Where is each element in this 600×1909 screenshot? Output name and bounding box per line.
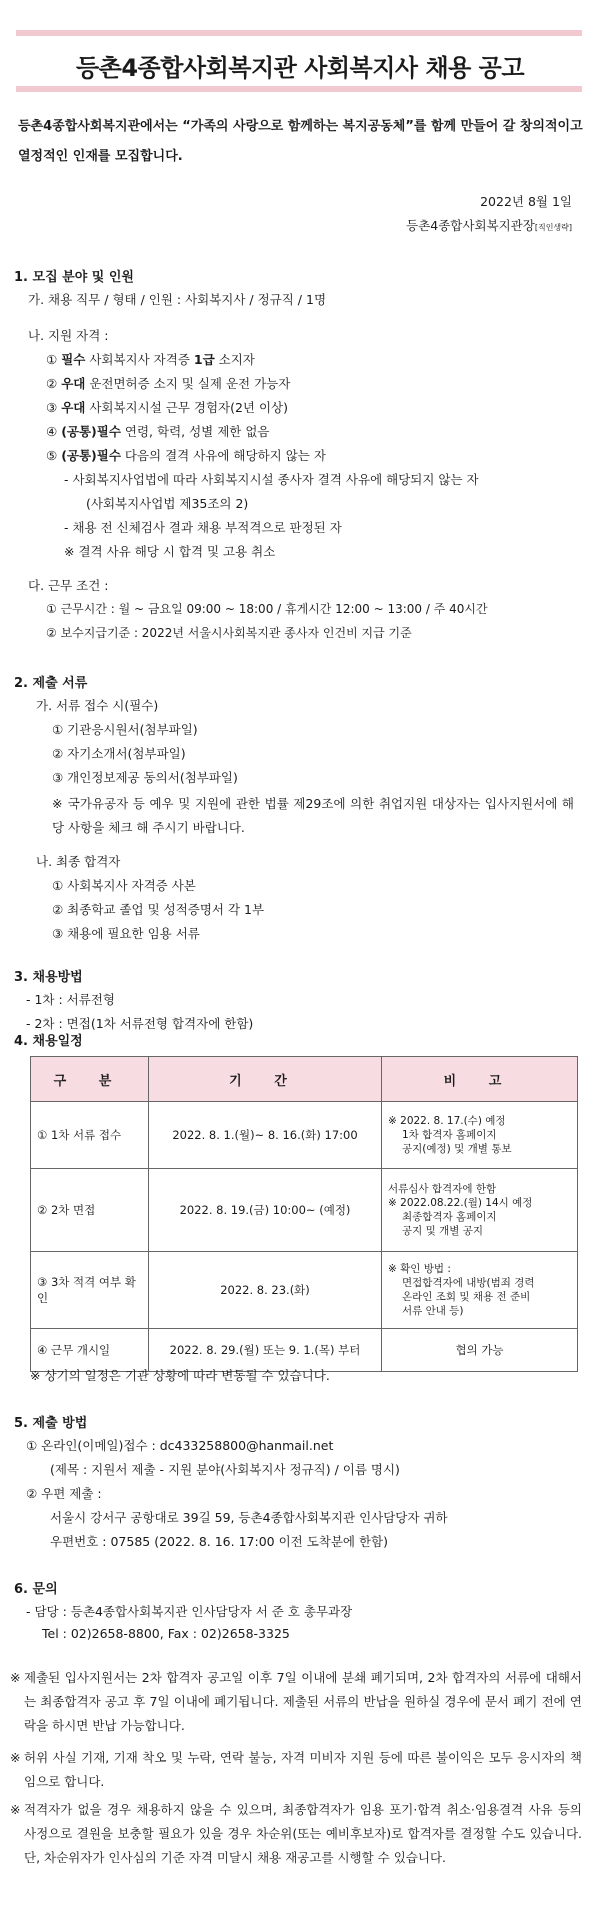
seal-note: [직인생략]: [534, 223, 572, 232]
s1-qual-1: ① 필수 사회복지사 자격증 1급 소지자: [46, 352, 255, 367]
schedule-header-row: [31, 1057, 578, 1102]
section-6-heading: 6. 문의: [14, 1582, 58, 1597]
s2-final-2: ② 최종학교 졸업 및 성적증명서 각 1부: [52, 902, 265, 917]
s1-qual-4: ④ (공통)필수 연령, 학력, 성별 제한 없음: [46, 424, 270, 439]
s1-qual-2: ② 우대 운전면허증 소지 및 실제 운전 가능자: [46, 376, 291, 391]
title-underline-bar: [16, 86, 582, 92]
s1-qual-5: ⑤ (공통)필수 다음의 결격 사유에 해당하지 않는 자: [46, 448, 326, 463]
table-row: ③ 3차 적격 여부 확인 2022. 8. 23.(화) ※ 확인 방법 : 면접합격자에 내방(범죄 경력 온라인 조회 및 채용 전 준비 서류 안내 등): [31, 1252, 578, 1329]
footer-note-1: ※ 제출된 입사지원서는 2차 합격자 공고일 이후 7일 이내에 분쇄 폐기되며, 2차 합격자의 서류에 대해서는 최종합격자 공고 후 7일 이내에 폐기됩니다. 제출된 서류의 반납을 원하실 경우에 문서 폐기 전에 연락을 하시면 반납 가능합니다.: [10, 1670, 582, 1733]
s2-doc-3: ③ 개인정보제공 동의서(첨부파일): [52, 770, 238, 785]
s6-phone-fax: Tel : 02)2658-8800, Fax : 02)2658-3325: [42, 1626, 290, 1641]
s1-qualification-title: 나. 지원 자격 :: [28, 328, 109, 343]
s3-method-2: - 2차 : 면접(1차 서류전형 합격자에 한함): [26, 1016, 254, 1031]
footer-note-2: ※ 허위 사실 기재, 기재 착오 및 누락, 연락 불능, 자격 미비자 지원 등에 따른 불이익은 모두 응시자의 책임으로 합니다.: [10, 1750, 582, 1789]
notice-date: 2022년 8월 1일: [480, 194, 572, 209]
table-row: ① 1차 서류 접수 2022. 8. 1.(월)~ 8. 16.(화) 17:00 ※ 2022. 8. 17.(수) 예정 1차 합격자 홈페이지 공지(예정) 및 개별 통보: [31, 1102, 578, 1169]
s2-doc-2: ② 자기소개서(첨부파일): [52, 746, 186, 761]
s5-online: ① 온라인(이메일)접수 : dc433258800@hanmail.net: [26, 1438, 334, 1453]
issuer: [406, 216, 572, 234]
s5-postal-code: 우편번호 : 07585 (2022. 8. 16. 17:00 이전 도착분에 한함): [50, 1534, 389, 1549]
s2-final-1: ① 사회복지사 자격증 사본: [52, 878, 196, 893]
section-1-heading: 1. 모집 분야 및 인원: [14, 270, 134, 285]
s1-work-hours: ① 근무시간 : 월 ~ 금요일 09:00 ~ 18:00 / 휴게시간 12:00 ~ 13:00 / 주 40시간: [46, 602, 488, 616]
schedule-table: [30, 1056, 578, 1372]
section-3-heading: 3. 채용방법: [14, 970, 83, 985]
s6-contact-person: - 담당 : 등촌4종합사회복지관 인사담당자 서 준 호 총무과장: [26, 1604, 353, 1619]
s5-postal-address: 서울시 강서구 공항대로 39길 59, 등촌4종합사회복지관 인사담당자 귀하: [50, 1510, 448, 1525]
s2-doc-1: ① 기관응시원서(첨부파일): [52, 722, 198, 737]
col-header-remarks: 비 고: [382, 1057, 578, 1102]
table-row: ② 2차 면접 2022. 8. 19.(금) 10:00~ (예정) 서류심사 합격자에 한함 ※ 2022.08.22.(월) 14시 예정 최종합격자 홈페이지 공지 및 개별 공지: [31, 1169, 578, 1252]
s1-disq-note: ※ 결격 사유 해당 시 합격 및 고용 취소: [64, 544, 276, 559]
col-header-period: 기 간: [149, 1057, 382, 1102]
page-title: 등촌4종합사회복지관 사회복지사 채용 공고: [75, 54, 525, 82]
s1-job-info: 가. 채용 직무 / 형태 / 인원 : 사회복지사 / 정규직 / 1명: [28, 292, 327, 307]
s5-postal: ② 우편 제출 :: [26, 1486, 102, 1501]
s1-disq-1-ref: (사회복지사업법 제35조의 2): [86, 496, 249, 511]
section-5-heading: 5. 제출 방법: [14, 1416, 88, 1431]
s1-disq-2: - 채용 전 신체검사 결과 채용 부적격으로 판정된 자: [64, 520, 342, 535]
s2-final-3: ③ 채용에 필요한 임용 서류: [52, 926, 200, 941]
s1-pay-standard: ② 보수지급기준 : 2022년 서울시사회복지관 종사자 인건비 지급 기준: [46, 626, 412, 640]
section-2-heading: 2. 제출 서류: [14, 676, 88, 691]
footer-note-3: ※ 적격자가 없을 경우 채용하지 않을 수 있으며, 최종합격자가 임용 포기·합격 취소·임용결격 사유 등의 사정으로 결원을 보충할 필요가 있을 경우 차순위(또는 예비후보자)로 합격자를 결정할 수도 있습니다. 단, 차순위자가 인사심의 기준 자격 미달시 채용 재공고를 시행할 수 있습니다.: [10, 1802, 582, 1865]
issuer-name: 등촌4종합사회복지관장: [406, 218, 535, 233]
col-header-category: 구 분: [31, 1057, 149, 1102]
s2-final-title: 나. 최종 합격자: [36, 854, 121, 869]
s4-schedule-note: ※ 상기의 일정은 기관 상황에 따라 변동될 수 있습니다.: [30, 1368, 330, 1383]
s1-qual-3: ③ 우대 사회복지시설 근무 경험자(2년 이상): [46, 400, 288, 415]
intro-paragraph: 등촌4종합사회복지관에서는 “가족의 사랑으로 함께하는 복지공동체”를 함께 만들어 갈 창의적이고 열정적인 인재를 모집합니다.: [18, 119, 583, 164]
section-4-heading: 4. 채용일정: [14, 1034, 83, 1049]
table-row: ④ 근무 개시일 2022. 8. 29.(월) 또는 9. 1.(목) 부터 협의 가능: [31, 1329, 578, 1372]
top-decor-bar: [16, 30, 582, 36]
s5-online-subject: (제목 : 지원서 제출 - 지원 분야(사회복지사 정규직) / 이름 명시): [50, 1462, 400, 1477]
s2-docs-title: 가. 서류 접수 시(필수): [36, 698, 159, 713]
s3-method-1: - 1차 : 서류전형: [26, 992, 115, 1007]
s1-disq-1: - 사회복지사업법에 따라 사회복지시설 종사자 결격 사유에 해당되지 않는 자: [64, 472, 479, 487]
s2-veteran-note: ※ 국가유공자 등 예우 및 지원에 관한 법률 제29조에 의한 취업지원 대상자는 입사지원서에 해당 사항을 체크 해 주시기 바랍니다.: [52, 796, 574, 835]
s1-conditions-title: 다. 근무 조건 :: [28, 578, 109, 593]
